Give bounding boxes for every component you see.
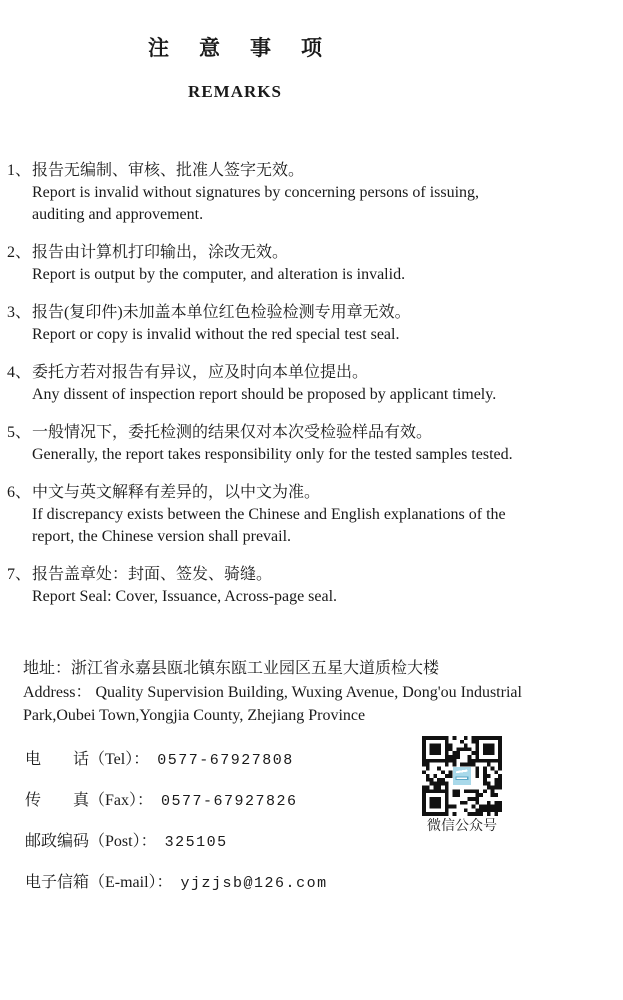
item-body (32, 482, 506, 548)
item-number: 7、 (7, 566, 32, 583)
contact-fax-row (25, 787, 623, 809)
list-item-2 (0, 242, 623, 286)
item-en-text: Report or copy is invalid without the red special test seal. (32, 326, 400, 343)
item-en-text: report, the Chinese version shall prevail. (32, 528, 292, 545)
item-en-text: Report is invalid without signatures by concerning persons of issuing, (32, 184, 480, 201)
fax-value: 0577-67927826 (161, 792, 298, 810)
tel-value: 0577-67927808 (157, 751, 294, 769)
item-body (32, 160, 479, 226)
item-en-text: Report Seal: Cover, Issuance, Across-page seal. (32, 588, 338, 605)
list-item-1 (0, 160, 623, 226)
list-item-5 (0, 422, 623, 466)
item-body (32, 362, 496, 406)
list-item-7 (0, 564, 623, 608)
wechat-qr-caption: 微信公众号 (427, 819, 497, 834)
item-cn-text: 中文与英文解释有差异的，以中文为准。 (32, 484, 321, 501)
contact-tel-row (25, 746, 623, 768)
item-cn-text: 报告由计算机打印输出，涂改无效。 (32, 244, 289, 261)
item-body (32, 302, 411, 346)
address-block (23, 657, 613, 728)
item-en-text: Generally, the report takes responsibility only for the tested samples tested. (32, 446, 513, 463)
item-cn-text: 委托方若对报告有异议，应及时向本单位提出。 (32, 364, 369, 381)
email-label: 电子信箱（E-mail）： (25, 873, 173, 891)
item-number: 2、 (7, 244, 32, 261)
item-number: 5、 (7, 424, 32, 441)
address-cn: 地址：浙江省永嘉县瓯北镇东瓯工业园区五星大道质检大楼 (23, 660, 440, 677)
item-cn-text: 报告盖章处：封面、签发、骑缝。 (32, 566, 273, 583)
item-en-text: Any dissent of inspection report should be proposed by applicant timely. (32, 386, 497, 403)
email-value: yjzjsb@126.com (180, 874, 328, 892)
post-label: 邮政编码（Post）： (25, 832, 157, 850)
qr-code-image (422, 736, 502, 816)
contact-email-row (25, 869, 623, 891)
item-number: 3、 (7, 304, 32, 321)
item-en-text: auditing and approvement. (32, 206, 204, 223)
list-item-4 (0, 362, 623, 406)
page-title-cn-row (0, 0, 470, 62)
address-en-line: Address： Quality Supervision Building, Wuxing Avenue, Dong'ou Industrial (23, 683, 522, 701)
item-en-text: If discrepancy exists between the Chinese and English explanations of the (32, 506, 506, 523)
page-title-en-row (0, 82, 470, 102)
fax-label: 传 真（Fax）： (25, 791, 154, 809)
address-en-line: Park,Oubei Town,Yongjia County, Zhejiang Province (23, 707, 366, 724)
list-item-3 (0, 302, 623, 346)
contact-post-row (25, 828, 623, 850)
wechat-qr-code (422, 736, 502, 816)
item-en-text: Report is output by the computer, and alteration is invalid. (32, 266, 406, 283)
item-number: 4、 (7, 364, 32, 381)
page-title-cn: 注意事项 (148, 36, 352, 60)
tel-label: 电 话（Tel）： (25, 750, 150, 768)
item-cn-text: 报告无编制、审核、批准人签字无效。 (32, 162, 305, 179)
list-item-6 (0, 482, 623, 548)
item-cn-text: 报告(复印件)未加盖本单位红色检验检测专用章无效。 (32, 304, 411, 321)
contact-block (25, 746, 623, 891)
page-title-en: REMARKS (188, 82, 282, 101)
post-value: 325105 (164, 833, 228, 851)
item-number: 6、 (7, 484, 32, 501)
item-cn-text: 一般情况下，委托检测的结果仅对本次受检验样品有效。 (32, 424, 433, 441)
item-body (32, 242, 405, 286)
item-number: 1、 (7, 162, 32, 179)
remarks-list (0, 160, 623, 608)
item-body (32, 422, 513, 466)
item-body (32, 564, 337, 608)
